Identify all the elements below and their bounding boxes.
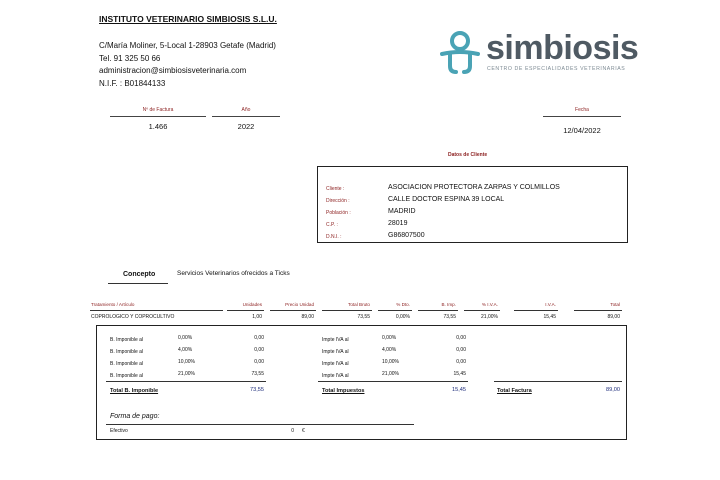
invoice-year: 2022 bbox=[237, 122, 255, 131]
payment-currency: € bbox=[302, 428, 305, 434]
payment-divider bbox=[106, 424, 414, 425]
client-name-label: Cliente : bbox=[326, 186, 345, 192]
item-taxable-base: 73,55 bbox=[443, 314, 456, 320]
base-label: B. Imponible al bbox=[110, 373, 144, 379]
company-nif: N.I.F. : B01844133 bbox=[99, 79, 166, 88]
tax-rate: 10,00% bbox=[382, 359, 399, 365]
invoice-date: 12/04/2022 bbox=[563, 126, 601, 135]
tax-rate: 0,00% bbox=[382, 335, 397, 341]
company-email[interactable]: administracion@simbiosisveterinaria.com bbox=[99, 66, 247, 75]
tax-amount: 15,45 bbox=[453, 371, 466, 377]
concepto-text: Servicios Veterinarios ofrecidos a Ticks bbox=[177, 270, 290, 277]
th-underline bbox=[227, 310, 264, 311]
invoice-number-line bbox=[110, 116, 206, 117]
th-treatment: Tratamiento / Artículo bbox=[91, 302, 135, 307]
total-base-label: Total B. Imponible bbox=[110, 388, 159, 394]
th-vat: I.V.A. bbox=[545, 302, 556, 307]
base-amount: 0,00 bbox=[254, 347, 264, 353]
total-invoice-label: Total Factura bbox=[497, 388, 532, 394]
base-rate: 10,00% bbox=[178, 359, 195, 365]
tax-rate: 4,00% bbox=[382, 347, 397, 353]
base-rate: 4,00% bbox=[178, 347, 193, 353]
th-underline bbox=[322, 310, 372, 311]
company-name: INSTITUTO VETERINARIO SIMBIOSIS S.L.U. bbox=[99, 14, 277, 24]
logo-wordmark: simbiosis bbox=[486, 29, 639, 67]
invoice-number: 1.466 bbox=[148, 122, 168, 131]
th-units: Unidades bbox=[242, 302, 262, 307]
client-name: ASOCIACION PROTECTORA ZARPAS Y COLMILLOS bbox=[388, 184, 560, 191]
tax-label: Impte IVA al bbox=[322, 373, 349, 379]
th-underline bbox=[270, 310, 316, 311]
payment-method-label: Forma de pago: bbox=[110, 413, 160, 420]
tax-label: Impte IVA al bbox=[322, 361, 349, 367]
client-dni: G86807500 bbox=[388, 232, 425, 239]
base-rate: 21,00% bbox=[178, 371, 195, 377]
logo-mark-icon bbox=[438, 30, 482, 76]
base-label: B. Imponible al bbox=[110, 361, 144, 367]
tax-rate: 21,00% bbox=[382, 371, 399, 377]
base-amount: 0,00 bbox=[254, 359, 264, 365]
logo-tagline: CENTRO DE ESPECIALIDADES VETERINARIAS bbox=[487, 66, 626, 72]
th-underline bbox=[574, 310, 622, 311]
base-label: B. Imponible al bbox=[110, 337, 144, 343]
base-amount: 73,55 bbox=[251, 371, 264, 377]
item-vat-rate: 21,00% bbox=[481, 314, 498, 320]
concepto-label: Concepto bbox=[123, 271, 156, 278]
item-treatment: COPROLOGICO Y COPROCULTIVO bbox=[91, 314, 175, 320]
item-discount: 0,00% bbox=[395, 314, 410, 320]
base-rate: 0,00% bbox=[178, 335, 193, 341]
tax-label: Impte IVA al bbox=[322, 349, 349, 355]
client-address-label: Dirección : bbox=[326, 198, 350, 204]
item-total: 89,00 bbox=[607, 314, 620, 320]
th-underline bbox=[418, 310, 458, 311]
summary-divider bbox=[318, 381, 468, 382]
tax-label: Impte IVA al bbox=[322, 337, 349, 343]
client-box bbox=[317, 166, 628, 243]
invoice-number-label: Nº de Factura bbox=[142, 107, 174, 113]
payment-amount: 0 bbox=[291, 428, 294, 434]
company-logo bbox=[438, 28, 638, 80]
th-underline bbox=[90, 310, 223, 311]
th-total: Total bbox=[610, 302, 620, 307]
invoice-year-line bbox=[212, 116, 280, 117]
summary-box bbox=[96, 325, 627, 440]
base-amount: 0,00 bbox=[254, 335, 264, 341]
total-base: 73,55 bbox=[250, 387, 264, 393]
th-unit-price: Precio Unidad bbox=[285, 302, 314, 307]
client-section-title: Datos de Cliente bbox=[448, 152, 488, 158]
concepto-underline bbox=[108, 283, 168, 284]
tax-amount: 0,00 bbox=[456, 335, 466, 341]
invoice-year-label: Año bbox=[241, 107, 251, 113]
base-label: B. Imponible al bbox=[110, 349, 144, 355]
payment-method: Efectivo bbox=[110, 428, 128, 434]
th-vat-rate: % I.V.A. bbox=[481, 302, 498, 307]
th-discount: % Dto. bbox=[396, 302, 410, 307]
company-phone: Tel. 91 325 50 66 bbox=[99, 54, 161, 63]
client-zip-label: C.P. : bbox=[326, 222, 338, 228]
th-underline bbox=[514, 310, 558, 311]
summary-divider bbox=[106, 381, 266, 382]
item-vat: 15,45 bbox=[543, 314, 556, 320]
item-units: 1,00 bbox=[252, 314, 262, 320]
total-invoice: 89,00 bbox=[606, 387, 620, 393]
th-underline bbox=[378, 310, 412, 311]
client-city: MADRID bbox=[388, 208, 416, 215]
client-address: CALLE DOCTOR ESPINA 39 LOCAL bbox=[388, 196, 505, 203]
tax-amount: 0,00 bbox=[456, 359, 466, 365]
item-unit-price: 89,00 bbox=[301, 314, 314, 320]
total-tax-label: Total Impuestos bbox=[322, 388, 365, 394]
summary-divider bbox=[494, 381, 622, 382]
client-zip: 28019 bbox=[388, 220, 408, 227]
company-address: C/María Moliner, 5-Local 1-28903 Getafe (Madrid) bbox=[99, 41, 276, 50]
tax-amount: 0,00 bbox=[456, 347, 466, 353]
th-taxable-base: B. Imp. bbox=[441, 302, 456, 307]
invoice-date-line bbox=[543, 116, 621, 117]
total-tax: 15,45 bbox=[452, 387, 466, 393]
th-underline bbox=[464, 310, 500, 311]
client-dni-label: D.N.I. : bbox=[326, 234, 342, 240]
item-gross-total: 73,55 bbox=[357, 314, 370, 320]
invoice-date-label: Fecha bbox=[575, 107, 589, 113]
client-city-label: Población : bbox=[326, 210, 351, 216]
th-gross-total: Total Bruto bbox=[348, 302, 370, 307]
